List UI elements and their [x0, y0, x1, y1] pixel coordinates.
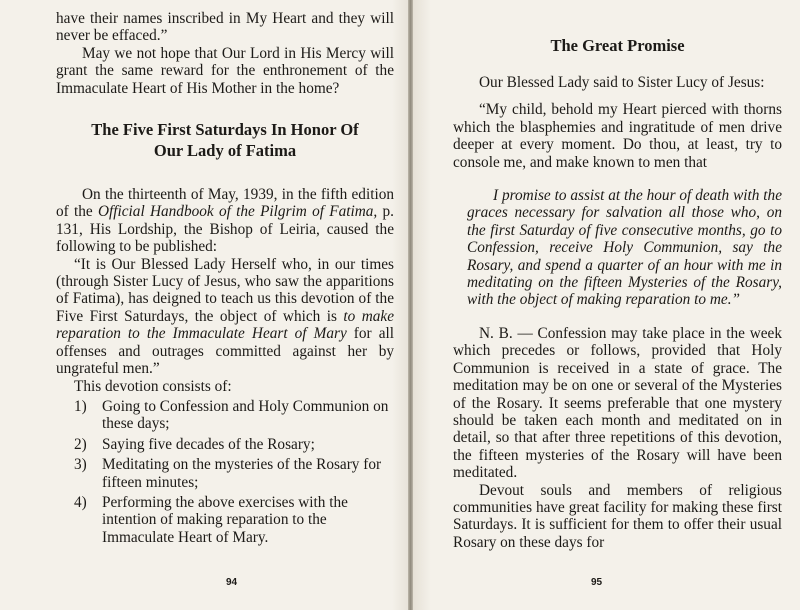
- devout-paragraph: Devout souls and members of religious communities have great facility for making these first Saturdays. It is sufficient for them to offer their usual Rosary on these days for: [453, 481, 782, 551]
- promise-text: I promise to assist at the hour of death with the graces necessary for salvation all those who, on the first Saturday of five consecutive months, go to Confession, receive Holy Communion, say the Rosary, and spend a quarter of an hour with me in meditating on the fifteen Mysteries of the Rosary, with the object of making reparation to me.”: [467, 187, 782, 309]
- hope-paragraph: May we not hope that Our Lord in His Mercy will grant the same reward for the enthronement of the Immaculate Heart of His Mother in the home?: [56, 44, 394, 97]
- list-item: 4) Performing the above exercises with the intention of making reparation to the Immaculate Heart of Mary.: [74, 493, 348, 546]
- section-heading-line2: Our Lady of Fatima: [153, 141, 297, 161]
- lady-said-paragraph: Our Blessed Lady said to Sister Lucy of Jesus:: [479, 74, 765, 91]
- right-page: [413, 0, 800, 610]
- handbook-text-a: On the thirteenth of May, 1939, in the fifth edition of the: [56, 186, 394, 221]
- page-number-right: 95: [591, 577, 603, 588]
- page-number-left: 94: [226, 577, 238, 588]
- devotion-list: [56, 398, 394, 546]
- my-child-paragraph: “My child, behold my Heart pierced with thorns which the blasphemies and ingratitude of men drive deeper at every moment. Do thou, at least, try to console me, and make known to men that: [453, 101, 782, 171]
- section-heading-line1: The Five First Saturdays In Honor Of: [91, 120, 359, 140]
- promise-heading: The Great Promise: [550, 36, 685, 55]
- bishop-quote-a: “It is Our Blessed Lady Herself who, in our times (through Sister Lucy of Jesus, who saw the apparitions of Fatima), has deigned to teach us this devotion of the Five First Saturdays, the object of which is: [56, 255, 394, 325]
- promise-block: [453, 187, 782, 309]
- consists-line: This devotion consists of:: [74, 377, 232, 395]
- bishop-quote-emphasis: to make reparation to the Immaculate Heart of Mary: [56, 307, 394, 343]
- handbook-text-b: p. 131, His Lordship, the Bishop of Leiria, caused the following to be published:: [56, 203, 394, 256]
- bishop-quote-b: for all offenses and outrages committed against her by ungrateful men.”: [56, 325, 394, 378]
- list-item: 1) Going to Confession and Holy Communion on these days;: [74, 397, 389, 433]
- handbook-paragraph: [56, 186, 394, 256]
- list-item: 2) Saying five decades of the Rosary;: [74, 435, 315, 453]
- handbook-title: Official Handbook of the Pilgrim of Fatima,: [97, 203, 378, 221]
- section-heading: [56, 119, 394, 161]
- nb-paragraph: N. B. — Confession may take place in the week which precedes or follows, provided that Holy Communion is received in a state of grace. The meditation may be on one or several of the Mysteries of the Rosary. It seems preferable that one mystery should be taken each month and meditated on in detail, so that after three repetitions of this devotion, the fifteen mysteries of the Rosary will have been meditated.: [453, 324, 782, 482]
- list-item: 3) Meditating on the mysteries of the Rosary for fifteen minutes;: [74, 456, 382, 491]
- bishop-quote: [56, 256, 394, 378]
- continued-quote: have their names inscribed in My Heart and they will never be effaced.”: [56, 10, 394, 45]
